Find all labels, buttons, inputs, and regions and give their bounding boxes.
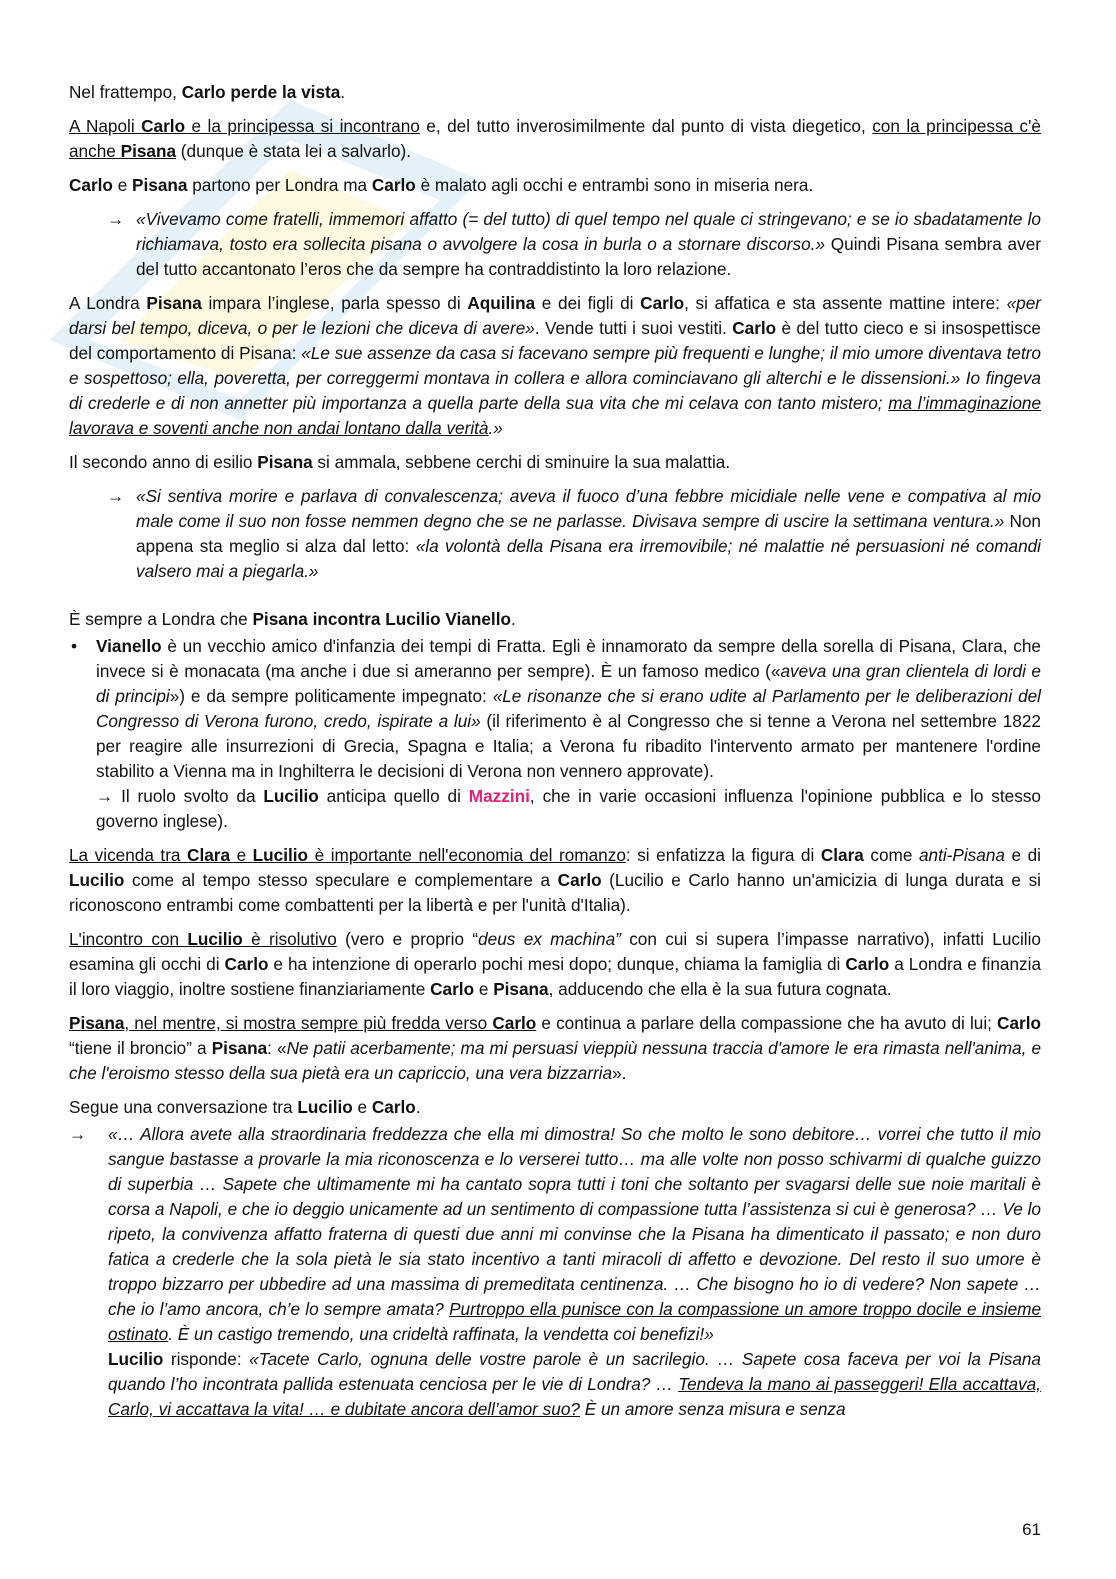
paragraph-risolutivo bbox=[69, 927, 1041, 1002]
italic-text: anti-Pisana bbox=[918, 845, 1005, 865]
bold-text: Carlo bbox=[557, 870, 602, 890]
paragraph-malattia bbox=[69, 450, 1041, 475]
text: e, del tutto inverosimilmente dal punto di vista diegetico, bbox=[419, 116, 873, 136]
text: è un vecchio amico d'infanzia dei tempi di Fratta. Egli è innamorato da sempre della sorella di Pisana, Clara, che invece si è monacata (ma anche i due si ameranno per sempre). È un famoso medico (« bbox=[96, 636, 1041, 681]
italic-text: «per darsi bel tempo, diceva, o per le lezioni che diceva di avere» bbox=[69, 293, 1041, 338]
text: (dunque è stata lei a salvarlo). bbox=[176, 141, 412, 161]
text: Segue una conversazione tra bbox=[69, 1097, 298, 1117]
paragraph-incontro-lucilio bbox=[69, 607, 1041, 632]
paragraph-londra-partenza bbox=[69, 173, 1041, 198]
text: . bbox=[510, 609, 516, 629]
bold-text: Lucilio bbox=[252, 845, 309, 865]
bold-text: Carlo bbox=[845, 954, 890, 974]
bold-text: Lucilio bbox=[263, 786, 319, 806]
text: Non appena sta meglio si alza dal letto: bbox=[136, 511, 1041, 556]
quote-febbre bbox=[69, 484, 1041, 584]
italic-text: . È un castigo tremendo, una crideltà raffinata, la vendetta coi benefizi!» bbox=[168, 1324, 714, 1344]
italic-text: «Le sue assenze da casa si facevano sempre più frequenti e lunghe; il mio umore diventava tetro e sospettoso; ella, poveretta, per correggermi montava in collera e allora cominciavano gli alterchi e le dissensioni.» Io fingeva di crederle e di non annetter più importanza a quella parte della sua vita che mi celava con tanto mistero; bbox=[69, 343, 1041, 413]
text: con la principessa c'è anche bbox=[69, 116, 1041, 161]
bold-text: Pisana incontra Lucilio Vianello bbox=[252, 609, 511, 629]
bold-text: Lucilio bbox=[108, 1349, 164, 1369]
text: e bbox=[352, 1097, 372, 1117]
text: è malato agli occhi e entrambi sono in miseria nera. bbox=[415, 175, 814, 195]
text: e bbox=[474, 979, 494, 999]
bold-text: Carlo bbox=[492, 1013, 537, 1033]
paragraph-napoli bbox=[69, 114, 1041, 164]
italic-text: «Si sentiva morire e parlava di convalescenza; aveva il fuoco d’una febbre micidiale nelle vene e compativa al mio male come il suo non fosse nemmen degno che se ne parlasse. Divisava sempre di uscire la settimana ventura.» bbox=[136, 486, 1041, 531]
bold-text: Lucilio bbox=[297, 1097, 353, 1117]
bullet-vianello bbox=[69, 634, 1041, 834]
arrow-icon: → bbox=[69, 1124, 87, 1144]
text: “tiene il broncio” a bbox=[69, 1038, 212, 1058]
underlined-italic-text: ma l’immaginazione lavorava e soventi anche non andai lontano dalla verità bbox=[69, 393, 1042, 438]
text: È sempre a Londra che bbox=[69, 609, 253, 629]
text: ». bbox=[612, 1063, 627, 1083]
paragraph-pisana-fredda bbox=[69, 1011, 1041, 1086]
highlighted-name: Mazzini bbox=[468, 786, 530, 806]
bold-text: Lucilio bbox=[69, 870, 125, 890]
text: ») e da sempre politicamente impegnato: bbox=[169, 686, 493, 706]
bold-text: Carlo bbox=[640, 293, 685, 313]
text: anticipa quello di bbox=[318, 786, 469, 806]
text: e continua a parlare della compassione che ha avuto di lui; bbox=[536, 1013, 998, 1033]
bold-text: Carlo bbox=[371, 175, 416, 195]
bold-text: Vianello bbox=[96, 636, 162, 656]
quote-conversazione bbox=[69, 1122, 1041, 1422]
text: . bbox=[415, 1097, 421, 1117]
text: impara l’inglese, parla spesso di bbox=[201, 293, 468, 313]
italic-text: deus ex machina” bbox=[478, 929, 621, 949]
text: è risolutivo bbox=[242, 929, 337, 949]
text: A Napoli bbox=[69, 116, 142, 136]
bold-text: Pisana bbox=[493, 979, 549, 999]
italic-text: «Vivevamo come fratelli, immemori affatto (= del tutto) di quel tempo nel quale ci stringevano; e se io sbadatamente lo richiamava, tosto era sollecita pisana o avvolgere la cosa in burla o a stornare discorso.» bbox=[136, 209, 1041, 254]
bold-text: Pisana bbox=[132, 175, 188, 195]
italic-text: È un amore senza misura e senza bbox=[579, 1399, 846, 1419]
bold-text: Carlo bbox=[371, 1097, 416, 1117]
bold-text: Pisana bbox=[211, 1038, 268, 1058]
text: come al tempo stesso speculare e complementare a bbox=[124, 870, 558, 890]
text: partono per Londra ma bbox=[187, 175, 372, 195]
bold-text: Carlo perde la vista bbox=[181, 82, 341, 102]
bullet-icon: • bbox=[71, 636, 78, 656]
italic-text: aveva una gran clientela di lordi e di principi bbox=[96, 661, 1041, 706]
text: , che in varie occasioni influenza l'opinione pubblica e lo stesso governo inglese). bbox=[96, 786, 1041, 831]
text: Nel frattempo, bbox=[69, 82, 182, 102]
text: La vicenda tra bbox=[69, 845, 188, 865]
paragraph-carlo-vista bbox=[69, 80, 1041, 105]
bold-text: Carlo bbox=[224, 954, 269, 974]
paragraph-conversazione bbox=[69, 1095, 1041, 1120]
text: è del tutto cieco e si insospettisce del comportamento di Pisana: bbox=[69, 318, 1041, 363]
bold-text: Carlo bbox=[997, 1013, 1041, 1033]
bold-text: Clara bbox=[187, 845, 231, 865]
arrow-icon: → bbox=[96, 786, 114, 806]
italic-text: Ne patii acerbamente; ma mi persuasi vieppiù nessuna traccia d'amore le era rimasta nell'anima, e che l'eroismo stesso della sua pietà era un capriccio, una vera bizzarria bbox=[69, 1038, 1042, 1083]
arrow-icon: → bbox=[107, 486, 125, 506]
text: con cui si supera l’impasse narrativo), infatti Lucilio esamina gli occhi di bbox=[69, 929, 1041, 974]
underlined-italic-text: Purtroppo ella punisce con la compassione un amore troppo docile e insieme ostinato bbox=[108, 1299, 1042, 1344]
text: è importante nell'economia del romanzo bbox=[308, 845, 626, 865]
text: (il riferimento è al Congresso che si tenne a Verona nel settembre 1822 per reagire alle insurrezioni di Grecia, Spagna e Italia; a Verona fu ribadito l'intervento armato per mantenere l'ordine stabilito a Vienna ma in Inghilterra le decisioni di Verona non vennero approvate). bbox=[96, 711, 1041, 781]
bold-text: Aquilina bbox=[467, 293, 536, 313]
quote-fratelli bbox=[69, 207, 1041, 282]
underlined-italic-text: Tendeva la mano ai passeggeri! Ella accattava, Carlo, vi accattava la vita! … e dubitate ancora dell’amor suo? bbox=[108, 1374, 1041, 1419]
bold-text: Carlo bbox=[141, 116, 186, 136]
text: , nel mentre, si mostra sempre più fredda verso bbox=[124, 1013, 493, 1033]
bold-text: Pisana bbox=[257, 452, 313, 472]
text: (vero e proprio “ bbox=[336, 929, 479, 949]
bold-text: Clara bbox=[820, 845, 864, 865]
text: e di bbox=[1004, 845, 1041, 865]
bold-text: Carlo bbox=[69, 175, 113, 195]
text: Il ruolo svolto da bbox=[113, 786, 264, 806]
bold-text: Pisana bbox=[69, 1013, 125, 1033]
bold-text: Carlo bbox=[430, 979, 475, 999]
text: : si enfatizza la figura di bbox=[625, 845, 821, 865]
text: e la principessa si incontrano bbox=[185, 116, 420, 136]
text: (Lucilio e Carlo hanno un'amicizia di lunga durata e si riconoscono entrambi come combattenti per la libertà e per l'unità d'Italia). bbox=[69, 870, 1041, 915]
page-number: 61 bbox=[1022, 1520, 1041, 1539]
italic-text: «la volontà della Pisana era irremovibile; né malattie né persuasioni né comandi valsero mai a piegarla.» bbox=[136, 536, 1042, 581]
text: L'incontro con bbox=[69, 929, 188, 949]
text: e ha intenzione di operarlo pochi mesi dopo; dunque, chiama la famiglia di bbox=[268, 954, 846, 974]
text: si ammala, sebbene cerchi di sminuire la sua malattia. bbox=[312, 452, 731, 472]
text: Il secondo anno di esilio bbox=[69, 452, 258, 472]
bold-text: Pisana bbox=[120, 141, 177, 161]
text: e bbox=[112, 175, 133, 195]
bold-text: Lucilio bbox=[187, 929, 243, 949]
text: risponde: bbox=[163, 1349, 250, 1369]
paragraph-clara-lucilio bbox=[69, 843, 1041, 918]
text: a Londra e finanzia il loro viaggio, inoltre sostiene finanziariamente bbox=[69, 954, 1042, 999]
text: : « bbox=[267, 1038, 287, 1058]
text: A Londra bbox=[69, 293, 147, 313]
text: . Vende tutti i suoi vestiti. bbox=[534, 318, 733, 338]
bold-text: Carlo bbox=[732, 318, 777, 338]
text: e dei figli di bbox=[535, 293, 641, 313]
text: e bbox=[230, 845, 253, 865]
bold-text: Pisana bbox=[146, 293, 202, 313]
italic-text: «… Allora avete alla straordinaria freddezza che ella mi dimostra! So che molto le sono debitore… vorrei che tutto il mio sangue bastasse a provarle la mia riconoscenza e lo verserei tutto… ma alle volte non posso schivarmi di qualche guizzo di superbia … Sapete che ultimamente mi ha cantato sopra tutti i toni che soltanto per svagarsi delle sue noie maritali è corsa a Napoli, e che io deggio unicamente ad un sentimento di compassione tutta l’assistenza si cui è generosa? … Ve lo ripeto, la convivenza affatto fraterna di questi due anni mi convinse che la Pisana ha dimenticato il passato; e non duro fatica a crederle che la sola pietà le sia stato incentivo a tanti miracoli di affetto e devozione. Del resto il suo umore è troppo bizzarro per ubbedire ad una massima di premeditata centinenza. … Che bisogno ho io di vedere? Non sapete … che io l’amo ancora, ch’e lo sempre amata? bbox=[108, 1124, 1041, 1319]
text: come bbox=[863, 845, 919, 865]
text: . bbox=[340, 82, 346, 102]
text: , si affatica e sta assente mattine intere: bbox=[684, 293, 1007, 313]
italic-text: .» bbox=[488, 418, 503, 438]
paragraph-londra-pisana bbox=[69, 291, 1041, 441]
text: , adducendo che ella è la sua futura cognata. bbox=[548, 979, 892, 999]
italic-text: «Le risonanze che si erano udite al Parlamento per le deliberazioni del Congresso di Verona furono, credo, ispirate a lui» bbox=[96, 686, 1042, 731]
italic-text: «Tacete Carlo, ognuna delle vostre parole è un sacrilegio. … Sapete cosa faceva per voi la Pisana quando l’ho incontrata pallida estenuata cenciosa per le vie di Londra? … bbox=[108, 1349, 1041, 1394]
text: Quindi Pisana sembra aver del tutto accantonato l’eros che da sempre ha contraddistinto la loro relazione. bbox=[136, 234, 1041, 279]
arrow-icon: → bbox=[107, 209, 125, 229]
document-page bbox=[69, 80, 1041, 1431]
